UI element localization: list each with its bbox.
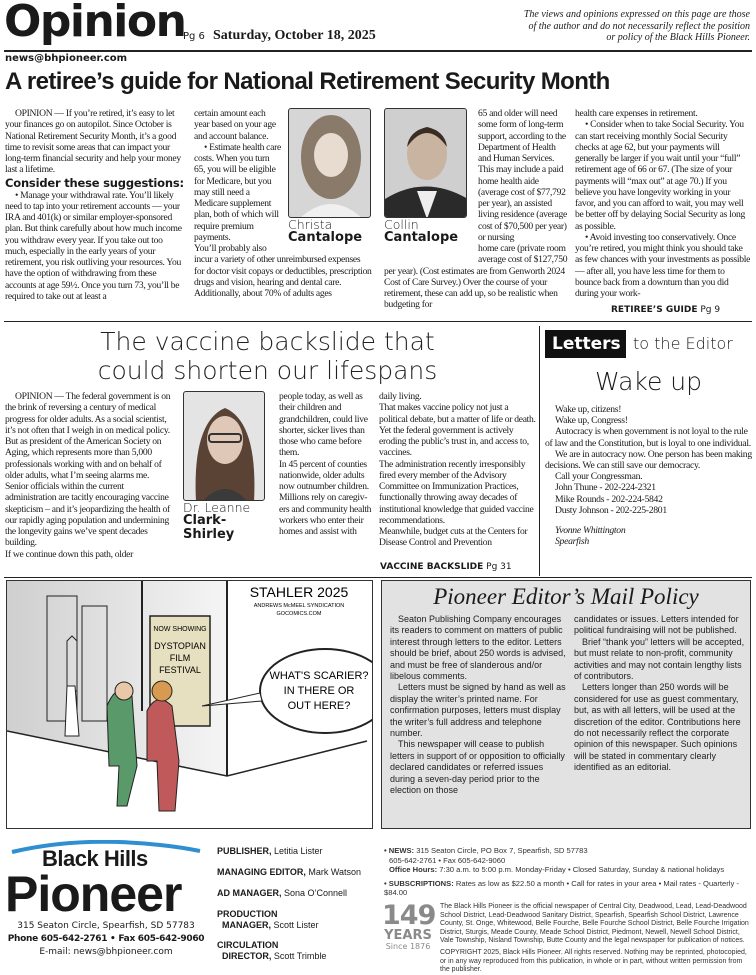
paragraph: Meanwhile, budget cuts at the Centers for Disease Control and Prevention (379, 526, 528, 549)
letter-body (545, 404, 752, 547)
section-divider (4, 577, 752, 578)
letter-title: Wake up (594, 367, 703, 396)
article-column (575, 108, 752, 299)
staff-entry (217, 888, 377, 899)
section-title: Opinion (4, 0, 186, 47)
author-first-name: Collin (384, 217, 419, 232)
letter-signature: Yvonne Whittington (555, 525, 626, 537)
paragraph: Brief “thank you” letters will be accepted, but must relate to non-profit, community activities and may not contain lengthy lists of contributors. (574, 636, 745, 682)
page-number: Pg 6 (183, 31, 205, 42)
letter-city: Spearfish (555, 536, 589, 548)
paragraph: candidates or issues. Letters intended for political fundraising will not be published. (574, 614, 739, 636)
staff-name: Letitia Lister (274, 846, 323, 856)
issue-date: Saturday, October 18, 2025 (213, 28, 376, 43)
editorial-cartoon (6, 580, 373, 829)
disclaimer-line: The views and opinions expressed on this page are those (523, 9, 750, 20)
paragraph: ers and community health workers who enter their homes and assist with (279, 503, 372, 537)
news-label: • NEWS: (384, 846, 415, 855)
article-headline (0, 327, 535, 385)
cartoonist-signature: STAHLER 2025 (249, 584, 349, 600)
article-column (183, 391, 373, 553)
jump-label: VACCINE BACKSLIDE (380, 562, 484, 572)
portrait-icon (289, 109, 371, 218)
paragraph: health care expenses in retirement. (575, 108, 698, 119)
poster-line: FILM (169, 653, 191, 663)
header-rule (4, 50, 752, 52)
poster-line: DYSTOPIAN (154, 641, 206, 651)
staff-entry (217, 940, 377, 962)
author-last-name: Cantalope (384, 230, 459, 245)
author-first-name: Christa (288, 217, 333, 232)
syndicate: ANDREWS McMEEL SYNDICATION (253, 603, 345, 609)
article-column (5, 391, 177, 560)
staff-role: PUBLISHER, (217, 846, 272, 856)
paragraph: Senior officials within the current administration are tacitly encouraging vaccine skepticism – and it’s jeopardizing the health of our rapidly aging population and undermining the longevity gains we’ve spent decades building. (5, 481, 170, 549)
author-last-name: Cantalope (288, 230, 363, 245)
jump-link-retirees-guide[interactable] (611, 305, 720, 316)
staff-role: PRODUCTION (217, 909, 278, 919)
letter-line: We are in autocracy now. One person has been making decisions. We can still save our democracy. (545, 448, 752, 472)
letters-label: Letters (545, 330, 626, 358)
mail-policy-box (381, 580, 751, 829)
office-info (384, 846, 754, 898)
article-column (194, 108, 372, 299)
jump-page: Pg 31 (486, 562, 512, 572)
paragraph: That makes vaccine policy not just a political debate, but a matter of life or death. (379, 402, 536, 425)
author-block (288, 108, 372, 248)
paragraph: certain amount each year based on your age and account balance. (194, 108, 276, 142)
masthead-contact (0, 920, 212, 959)
subscriptions-label: • SUBSCRIPTIONS: (384, 878, 454, 888)
staff-entry (217, 846, 377, 857)
paragraph: • Consider when to take Social Security. You can start receiving monthly Social Security checks at age 62, but your payments will generally be larger if you wait until your “full” retirement age of 66 or 67. (The size of your payments will “max out” at age 70.) If you believe you have longevity working in your favor, and you can afford to wait, you may well be better off by delaying Social Security as long as possible. (575, 119, 746, 232)
letter-line: Wake up, citizens! (555, 404, 622, 415)
policy-title: Pioneer Editor’s Mail Policy (433, 584, 699, 609)
letter-line: Mike Rounds - 202-224-5842 (555, 493, 663, 505)
phone: Phone 605-642-2761 • Fax 605-642-9060 (7, 934, 205, 944)
paragraph: In 45 percent of counties nationwide, older adults now outnumber children. Millions rely on caregiv- (279, 458, 369, 504)
staff-name: Scott Lister (273, 920, 319, 930)
staff-role: MANAGER, (222, 920, 272, 930)
copyright: COPYRIGHT 2025, Black Hills Pioneer. All rights reserved. Nothing may be reprinted, photocopied, or in any way reproduced from this publication, in whole or in part, without written permission from the publisher. (440, 948, 747, 974)
staff-role: MANAGING EDITOR, (217, 867, 306, 877)
paragraph: You’ll probably also incur a variety of other unreimbursed expenses for doctor visit copays or deductibles, prescription drugs and vision, hearing and dental care. Additionally, about 70% of adults ages (194, 243, 372, 299)
letter-line: Dusty Johnson - 202-225-2801 (555, 504, 667, 516)
news-address: 315 Seaton Circle, PO Box 7, Spearfish, SD 57783 (416, 846, 588, 855)
letter-line: Wake up, Congress! (555, 415, 628, 427)
paragraph: 65 and older will need some form of long-term support, according to the Department of Health and Human Services. This may include a paid home health aide (average cost of $77,792 per year), an assisted living residence (average cost of $70,500 per year) or nursing (478, 108, 567, 243)
article-column (379, 391, 536, 549)
speech-line: OUT HERE? (287, 700, 351, 712)
article-headline: A retiree’s guide for National Retirement Security Month (5, 68, 610, 95)
letter-line: Call your Congressman. (555, 471, 643, 483)
paragraph: OPINION — If you’re retired, it’s easy to let your finances go on autopilot. Since October is National Retirement Security Month, it’s a good time to revisit some areas that can impact your long-term financial security and help your money last a lifetime. (5, 108, 181, 176)
speech-line: WHAT'S SCARIER? (269, 670, 369, 682)
staff-name: Scott Trimble (273, 951, 327, 961)
paragraph: people today, as well as their children and grandchildren, could live shorter, sicker lives than those who came before them. (279, 391, 368, 459)
staff-role: DIRECTOR, (222, 951, 272, 961)
paragraph: home care (private room average cost of $127,750 per year). (Cost estimates are from Genworth 2024 Cost of Care Survey.) Over the course of your retirement, these can add up, so be realistic when budgeting for (384, 243, 568, 311)
letter-line: Autocracy is when government is not loyal to the rule of law and the Constitution, but is loyal to one individual. (545, 426, 751, 449)
letters-label-rest: to the Editor (633, 334, 733, 353)
portrait-icon (184, 392, 265, 501)
staff-list (217, 846, 377, 962)
legal-notice (440, 903, 752, 975)
years-label: YEARS (384, 928, 432, 943)
paragraph: • Estimate health care costs. When you turn 65, you will be eligible for Medicare, but you may still need a Medicare supplement plan, both of which will require premium payments. (194, 141, 281, 243)
staff-role: AD MANAGER, (217, 888, 282, 898)
email[interactable]: E-mail: news@bhpioneer.com (39, 947, 173, 957)
hours-text: 7:30 a.m. to 5:00 p.m. Monday-Friday • Closed Saturday, Sunday & national holidays (439, 865, 725, 874)
paragraph: Seaton Publishing Company encourages its readers to comment on matters of public interest through letters to the editor. Letters should be brief, about 250 words is advised, and must be free of slanderous and/or libelous comments. (390, 614, 566, 682)
staff-name: Sona O’Connell (284, 888, 348, 898)
author-photo-christa (288, 108, 371, 218)
headline-line: could shorten our lifespans (97, 356, 438, 385)
portrait-icon (385, 109, 467, 218)
author-photo-leanne (183, 391, 265, 501)
column-divider (539, 326, 540, 576)
staff-entry (217, 867, 377, 878)
speech-line: IN THERE OR (283, 685, 355, 697)
headline-line: The vaccine backslide that (100, 327, 435, 356)
logo-line2: Pioneer (5, 866, 182, 922)
paragraph: • Manage your withdrawal rate. You’ll likely need to tap into your retirement accounts — your IRA and 401(k) or similar employer-sponsored plan. But think carefully about how much income you withdraw every year. If you take out too much, especially in the early years of your retirement, you risk outliving your resources. You have the option of withdrawing from these accounts at age 59½. Once you turn 73, you’ll be required to take out at least a (5, 189, 182, 302)
address: 315 Seaton Circle, Spearfish, SD 57783 (17, 921, 195, 931)
jump-link-vaccine-backslide[interactable] (380, 562, 512, 573)
section-divider (4, 321, 752, 322)
author-block (384, 108, 470, 258)
paragraph: If we continue down this path, older (5, 548, 134, 560)
cartoon-drawing (7, 581, 372, 828)
paragraph: This newspaper will cease to publish letters in support of or opposition to officially declared candidates or referred issues during a seven-day period prior to the election on those (390, 739, 565, 796)
paragraph: • Avoid investing too conservatively. Once you’re retired, you might think you should take as few chances with your investments as possible — after all, you have less time for them to bounce back from a downturn than you did during your work- (575, 231, 751, 299)
paragraph: Letters must be signed by hand as well as display the writer’s printed name. For confirmation purposes, letters must display the writer’s full address and telephone number. (390, 682, 566, 739)
disclaimer-line: or policy of the Black Hills Pioneer. (606, 32, 750, 43)
hours-label: Office Hours: (389, 865, 438, 874)
poster-header: NOW SHOWING (153, 626, 207, 633)
disclaimer-line: of the author and do not necessarily reflect the position (528, 20, 750, 32)
paragraph: OPINION — The federal government is on the brink of reversing a century of medical progress for older adults. As a social scientist, it’s not often that I weigh in on medical policy. But as president of the American Society on Aging, which represents more than 5,000 professionals working with and on behalf of older adults, what I’m seeing alarms me. (5, 391, 171, 481)
paragraph: Letters longer than 250 words will be considered for use as guest commentary, but, as with all letters, will be used at the discretion of the editor. Contributions here do not necessarily reflect the corporate opinion of this newspaper. Such opinions will be stated in commentary clearly identified as an editorial. (574, 682, 741, 773)
staff-name: Mark Watson (308, 867, 362, 877)
author-last-name: Clark-Shirley (183, 513, 235, 542)
author-block (183, 391, 271, 553)
poster-line: FESTIVAL (159, 665, 201, 675)
staff-role: CIRCULATION (217, 940, 279, 950)
subscriptions-text: Rates as low as $22.50 a month • Call for rates in your area • Mail rates - Quarterly - $84.00 (384, 878, 739, 897)
syndicate-site: GOCOMICS.COM (276, 611, 322, 617)
news-phone: 605-642-2761 • Fax 605-642-9060 (389, 855, 506, 865)
paragraph: The administration recently irresponsibly fired every member of the Advisory Committee on Immunization Practices, functionally throwing away decades of institutional knowledge that guided vaccine recommendations. (379, 458, 534, 526)
logo-line1: Black Hills (42, 846, 148, 871)
policy-column (574, 614, 746, 774)
anniversary-badge (382, 902, 434, 952)
jump-label: RETIREE’S GUIDE (611, 305, 698, 315)
letter-line: John Thune - 202-224-2321 (555, 482, 656, 494)
since-year: Since 1876 (385, 942, 431, 951)
paragraph: Yet the federal government is actively eroding the public’s trust in, and access to, vaccines. (379, 424, 529, 459)
article-column (5, 108, 185, 302)
subheading: Consider these suggestions: (5, 175, 184, 190)
paragraph: daily living. (379, 391, 422, 402)
author-first-name: Dr. Leanne (183, 500, 251, 515)
disclaimer (524, 9, 750, 44)
article-column (384, 108, 569, 311)
contact-email[interactable]: news@bhpioneer.com (5, 53, 128, 64)
author-photo-collin (384, 108, 467, 218)
jump-page: Pg 9 (700, 305, 721, 315)
policy-column (390, 614, 566, 797)
staff-entry (217, 909, 377, 931)
official-notice: The Black Hills Pioneer is the official newspaper of Central City, Deadwood, Lead, Lead-Deadwood School District, Lead-Deadwood Sanitary District, Spearfish, Spearfish School District, Lawrence County, St. Onge, Whitewood, Belle Fourche, Belle Fourche School District, Belle Fourche Irrigation District, Sturgis, Meade County, Meade School District, Piedmont, Newell, Newell School District, Vale Township, Nisland Township, Butte County and the legal newspaper for publication of notices. (440, 903, 749, 945)
years-number: 149 (382, 900, 436, 931)
